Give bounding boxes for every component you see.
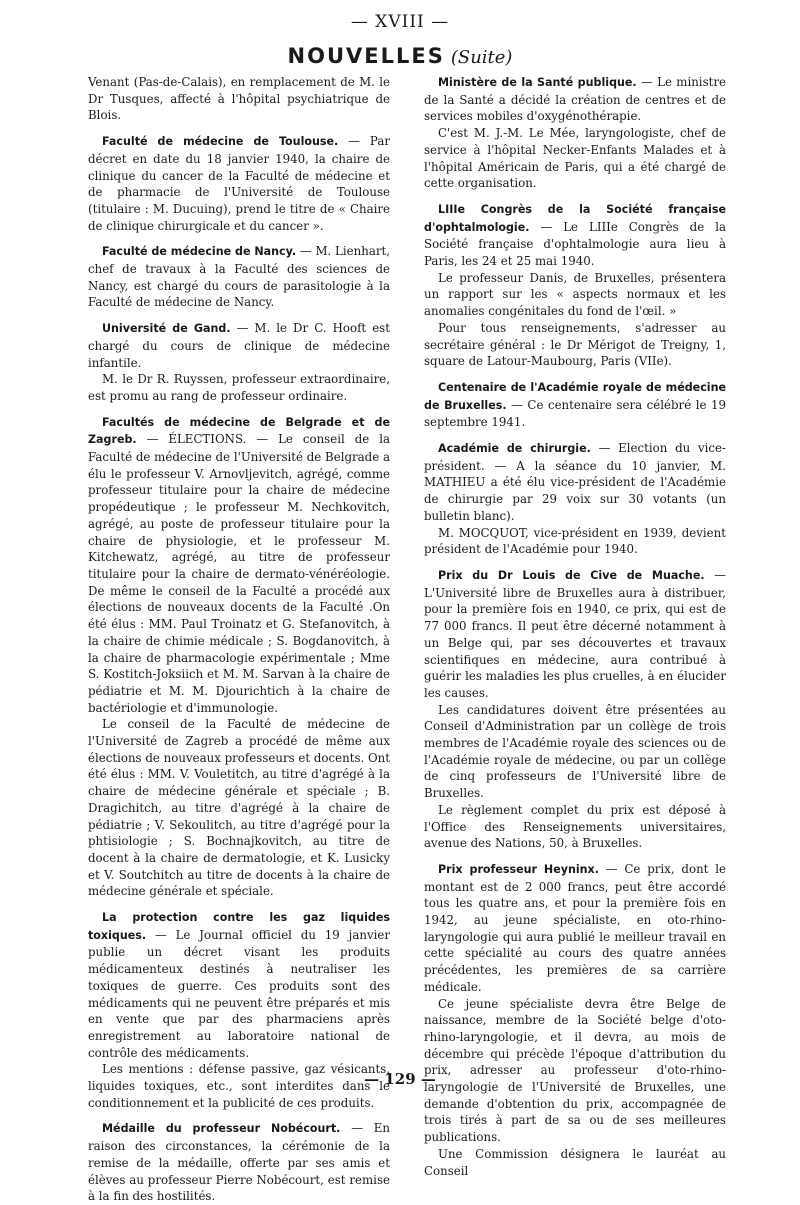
- section-heading: Prix professeur Heyninx.: [438, 862, 599, 876]
- paragraph-text: — L'Université libre de Bruxelles aura à distribuer, pour la première fois en 1940, ce prix, qui est de 77 000 francs. Il peut être décerné notamment à un Belge qui, par ses découvertes et travaux scientifiques en médecine, aura contribué à guérir les maladies les plus cruelles, à en élucider les causes.: [424, 567, 727, 700]
- paragraph: [424, 125, 726, 192]
- section-heading: Université de Gand.: [102, 322, 231, 336]
- news-section: [424, 379, 726, 431]
- news-section: [88, 1120, 390, 1205]
- paragraph-text: M. le Dr R. Ruyssen, professeur extraordinaire, est promu au rang de professeur ordinaire.: [88, 372, 390, 403]
- paragraph: [88, 414, 390, 717]
- paragraph-text: — M. le Dr C. Hooft est chargé du cours de clinique de médecine infantile.: [88, 321, 390, 370]
- section-heading: Faculté de médecine de Nancy.: [102, 245, 297, 259]
- paragraph: [424, 74, 726, 125]
- news-section: [424, 861, 726, 1179]
- paragraph: [424, 525, 726, 558]
- paragraph-text: — Election du vice-président. — A la séance du 10 janvier, M. MATHIEU a été élu vice-président de l'Académie de chirurgie par 29 voix sur 30 votants (un bulletin blanc).: [424, 441, 726, 523]
- news-section: [424, 74, 726, 192]
- paragraph: [424, 379, 726, 431]
- paragraph-text: Une Commission désignera le lauréat au Conseil: [424, 1146, 726, 1178]
- paragraph-text: — M. Lienhart, chef de travaux à la Faculté des sciences de Nancy, est chargé du cours de parasitologie à la Faculté de médecine de Nancy.: [88, 244, 391, 310]
- paragraph: [424, 320, 726, 370]
- paragraph: [424, 567, 726, 702]
- paragraph-text: — Le LIIIe Congrès de la Société française d'ophtalmologie aura lieu à Paris, les 24 et 25 mai 1940.: [424, 219, 726, 269]
- paragraph: [424, 802, 726, 852]
- paragraph-text: Pour tous renseignements, s'adresser au secrétaire général : le Dr Mérigot de Treigny, 1, square de Latour-Maubourg, Paris (VIIe).: [424, 320, 726, 369]
- paragraph-text: M. MOCQUOT, vice-président en 1939, devient président de l'Académie pour 1940.: [424, 525, 726, 557]
- paragraph-text: — Par décret en date du 18 janvier 1940, la chaire de clinique du cancer de la Faculté de médecine et de pharmacie de l'Université de Toulouse (titulaire : M. Ducuing), prend le titre de « Chaire de clinique chirurgicale et du cancer ».: [88, 134, 390, 233]
- section-heading: Prix du Dr Louis de Cive de Muache.: [438, 568, 705, 582]
- paragraph-text: Les mentions : défense passive, gaz vésicants, liquides toxiques, etc., sont interdites dans le conditionnement et la publicité de ces produits.: [88, 1062, 390, 1110]
- section-heading: Centenaire de l'Académie royale de médecine de Bruxelles.: [424, 380, 726, 412]
- paragraph: [424, 440, 726, 525]
- paragraph: [424, 270, 726, 320]
- paragraph-text: — Le Journal officiel du 19 janvier publie un décret visant les produits médicamenteux destinés à neutraliser les toxiques de guerre. Ces produits sont des médicaments qui ne peuvent être préparés et mis en vente que par des pharmaciens après enregistrement au laboratoire national de contrôle des médicaments.: [88, 927, 391, 1060]
- section-heading: LIIIe Congrès de la Société française d'ophtalmologie.: [424, 202, 726, 234]
- paragraph: [88, 243, 390, 311]
- news-section: [88, 414, 390, 900]
- paragraph: [88, 74, 390, 124]
- news-section: [424, 440, 726, 558]
- news-section: [88, 243, 390, 311]
- paragraph-text: Ce jeune spécialiste devra être Belge de naissance, membre de la Société belge d'oto-rhino-laryngologie, et il devra, au mois de décembre qui précède l'époque d'attribution du prix, adresser au professeur d'oto-rhino-laryngologie de l'Université de Bruxelles, une demande d'obtention du prix, accompagnée de trois tirés à part de sa ou de ses meilleures publications.: [424, 996, 726, 1145]
- paragraph: [424, 201, 726, 270]
- section-heading: Médaille du professeur Nobécourt.: [102, 1122, 341, 1136]
- news-section: [88, 320, 390, 405]
- page-title: [0, 44, 800, 68]
- left-column: [88, 74, 390, 1205]
- paragraph: [88, 716, 390, 900]
- paragraph-text: Venant (Pas-de-Calais), en remplacement de M. le Dr Tusques, affecté à l'hôpital psychiatrique de Blois.: [88, 75, 390, 123]
- section-heading: La protection contre les gaz liquides toxiques.: [88, 911, 390, 942]
- paragraph: [88, 133, 390, 234]
- section-subtitle: (Suite): [450, 47, 513, 68]
- page-folio: — 129 —: [364, 1070, 436, 1088]
- section-heading: Facultés de médecine de Belgrade et de Zagreb.: [88, 415, 390, 447]
- paragraph-text: Le règlement complet du prix est déposé à l'Office des Renseignements universitaires, avenue des Nations, 50, à Bruxelles.: [424, 802, 726, 851]
- news-section: [88, 74, 390, 124]
- paragraph-text: — ÉLECTIONS. — Le conseil de la Faculté de médecine de l'Université de Belgrade a élu le professeur V. Arnovljevitch, agrégé, comme professeur titulaire pour la chaire de médecine propédeutique ; le professeur M. Nechkovitch, agrégé, au poste de professeur titulaire pour la chaire de physiologie, et le professeur M. Kitchewatz, agrégé, au titre de professeur titulaire pour la chaire de dermato-vénéréologie. De même le conseil de la Faculté a procédé aux élections de nouveaux docents de la Faculté .On été élus : MM. Paul Troinatz et G. Stefanovitch, à la chaire de chimie médicale ; S. Bogdanovitch, à la chaire de pharmacologie expérimentale ; Mme S. Kostitch-Joksiich et M. M. Sarvan à la chaire de pédiatrie et M. M. Djourichtich à la chaire de bactériologie et d'immunologie.: [88, 432, 391, 715]
- paragraph: [88, 1120, 390, 1205]
- right-column: [424, 74, 726, 1179]
- paragraph: [88, 320, 390, 371]
- paragraph-text: Les candidatures doivent être présentées au Conseil d'Administration par un collège de trois membres de l'Académie royale des sciences ou de l'Académie royale de médecine, ou par un collège de cinq professeurs de l'Université libre de Bruxelles.: [424, 702, 726, 801]
- paragraph: [88, 909, 390, 1061]
- section-heading: Ministère de la Santé publique.: [438, 76, 637, 89]
- paragraph-text: — Ce prix, dont le montant est de 2 000 francs, peut être accordé tous les quatre ans, et pour la première fois en 1942, au jeune spécialiste, en oto-rhino-laryngologie qui aura publié le meilleur travail en cette spécialité au cours des quatre années précédentes, les premières de sa carrière médicale.: [424, 861, 726, 994]
- section-title: NOUVELLES: [287, 44, 445, 68]
- paragraph: [88, 371, 390, 404]
- paragraph: [424, 1146, 726, 1179]
- paragraph-text: — En raison des circonstances, la cérémonie de la remise de la médaille, offerte par ses amis et élèves au professeur Pierre Nobécourt, est remise à la fin des hostilités.: [88, 1121, 390, 1204]
- paragraph: [424, 861, 726, 996]
- paragraph: [424, 702, 726, 802]
- paragraph-text: Le professeur Danis, de Bruxelles, présentera un rapport sur les « aspects normaux et les anomalies congénitales du fond de l'œil. »: [424, 270, 726, 319]
- news-section: [424, 201, 726, 370]
- paragraph-text: — Ce centenaire sera célébré le 19 septembre 1941.: [424, 397, 726, 430]
- paragraph-text: Le conseil de la Faculté de médecine de l'Université de Zagreb a procédé de même aux élections de nouveaux professeurs et docents. Ont été élus : MM. V. Vouletitch, au titre d'agrégé à la chaire de médecine générale et spéciale ; B. Dragichitch, au titre d'agrégé à la chaire de pédiatrie ; V. Sekoulitch, au titre d'agrégé pour la phtisiologie ; S. Bochnajkovitch, au titre de docent à la chaire de dermatologie, et K. Lusicky et V. Soutchitch au titre de docents à la chaire de médecine générale et spéciale.: [88, 717, 391, 899]
- news-section: [424, 567, 726, 852]
- paragraph-text: — Le ministre de la Santé a décidé la création de centres et de services mobiles d'oxygénothérapie.: [424, 75, 726, 124]
- section-heading: Faculté de médecine de Toulouse.: [102, 135, 339, 149]
- roman-page-number: — XVIII —: [350, 12, 450, 32]
- paragraph-text: C'est M. J.-M. Le Mée, laryngologiste, chef de service à l'hôpital Necker-Enfants Malades et à l'hôpital Américain de Paris, qui a été chargé de cette organisation.: [424, 126, 726, 191]
- section-heading: Académie de chirurgie.: [438, 442, 591, 456]
- news-section: [88, 133, 390, 234]
